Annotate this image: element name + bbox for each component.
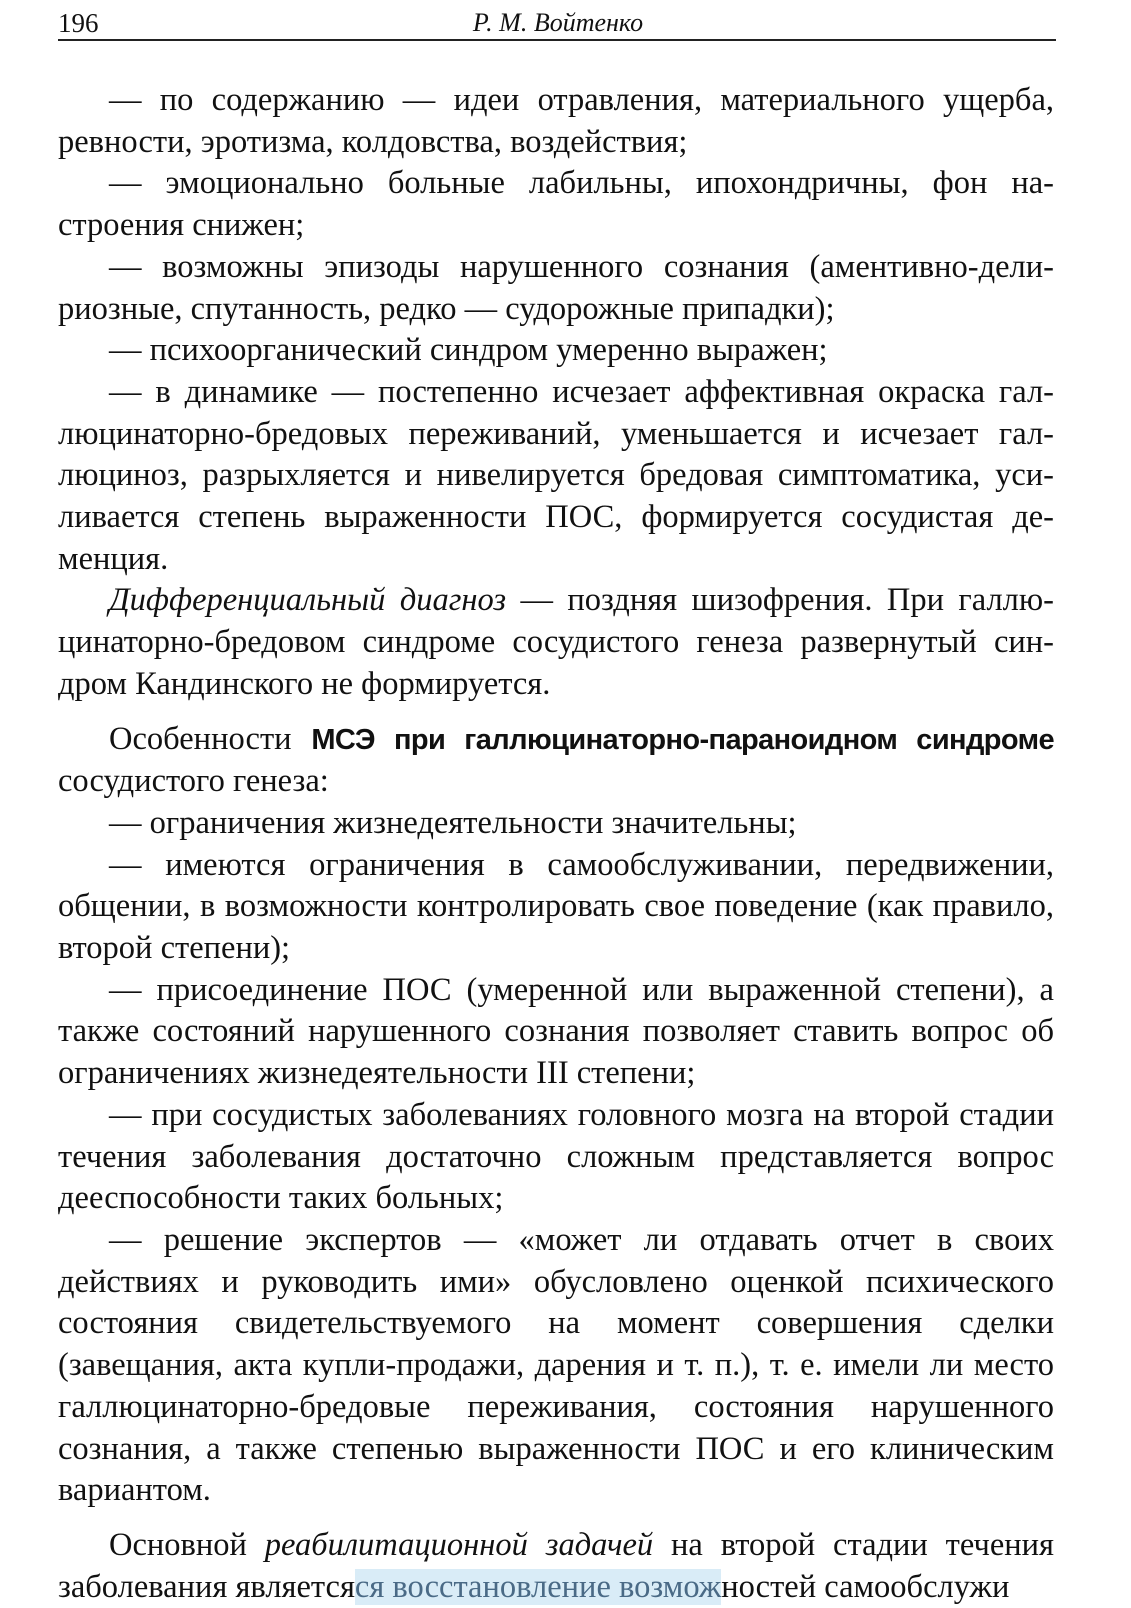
page-number: 196 bbox=[58, 8, 99, 38]
running-head bbox=[58, 4, 1058, 40]
paragraph-content-list-item: — по содержанию — идеи отравления, материального ущерба, ревности, эротизма, колдовства, воздействия; bbox=[58, 82, 1054, 160]
mse-heading-rest: сосудистого генеза: bbox=[58, 763, 329, 800]
paragraph-limitations-list-item: — ограничения жизнедеятельности значительны; bbox=[109, 804, 797, 841]
rehabilitation-term: реабилитационной задачей bbox=[264, 1526, 654, 1563]
paragraph-differential-diagnosis bbox=[58, 580, 1054, 705]
paragraph-psychoorganic-list-item: — психоорганический синдром умеренно выражен; bbox=[109, 332, 828, 369]
paragraph-emotion-list-item: — эмоционально больные лабильны, ипохондричны, фон настроения снижен; bbox=[58, 165, 1054, 244]
paragraph-consciousness-list-item: — возможны эпизоды нарушенного сознания (аментивно-делириозные, спутанность, редко — судорожные припадки); bbox=[58, 248, 1054, 327]
mse-heading-start: Особенности bbox=[109, 720, 312, 757]
mse-heading-bold: МСЭ при галлюцинаторно-параноидном синдроме bbox=[311, 723, 1055, 756]
header-rule bbox=[58, 39, 1056, 41]
paragraph-self-care-list-item: — имеются ограничения в самообслуживании, передвижении, общении, в возможности контролировать свое поведение (как правило, второй степени); bbox=[58, 846, 1054, 967]
differential-diagnosis-text: — поздняя шизофрения. При галлюцинаторно-бредовом синдроме сосудистого генеза развернутый синдром Кандинского не формируется. bbox=[58, 582, 1054, 702]
running-title: Р. М. Войтенко bbox=[472, 8, 644, 37]
paragraph-rehabilitation bbox=[58, 1525, 1054, 1608]
differential-diagnosis-term: Дифференциальный диагноз bbox=[109, 582, 507, 619]
paragraph-dynamics-list-item: — в динамике — постепенно исчезает аффективная окраска галлюцинаторно-бредовых переживаний, уменьшается и исчезает галлюциноз, разрыхляется и нивелируется бредовая симптоматика, усиливается степень выраженности ПОС, формируется сосудистая деменция. bbox=[58, 373, 1054, 577]
search-highlight: ся восстановление возмож bbox=[354, 1568, 722, 1605]
body-text bbox=[58, 80, 1054, 1608]
rehabilitation-text: на второй стадии течения заболевания является bbox=[58, 1526, 1055, 1605]
paragraph-mse-heading bbox=[58, 719, 1054, 803]
rehabilitation-end: ностей самообслужи bbox=[721, 1568, 1010, 1605]
paragraph-experts-list-item: — решение экспертов — «может ли отдавать отчет в своих действиях и руководить ими» обусловлено оценкой психического состояния свидетельствуемого на момент совершения сделки (завещания, акта купли-продажи, дарения и т. п.), т. е. имели ли место галлюцинаторно-бредовые переживания, состояния нарушенного сознания, а также степенью выраженности ПОС и его клиническим вариантом. bbox=[58, 1221, 1054, 1509]
rehabilitation-start: Основной bbox=[109, 1526, 265, 1563]
paragraph-capacity-list-item: — при сосудистых заболеваниях головного мозга на второй стадии течения заболевания достаточно сложным представляется вопрос дееспособности таких больных; bbox=[58, 1096, 1054, 1217]
paragraph-pos-list-item: — присоединение ПОС (умеренной или выраженной степени), а также состояний нарушенного сознания позволяет ставить вопрос об ограничениях жизнедеятельности III степени; bbox=[58, 971, 1054, 1092]
